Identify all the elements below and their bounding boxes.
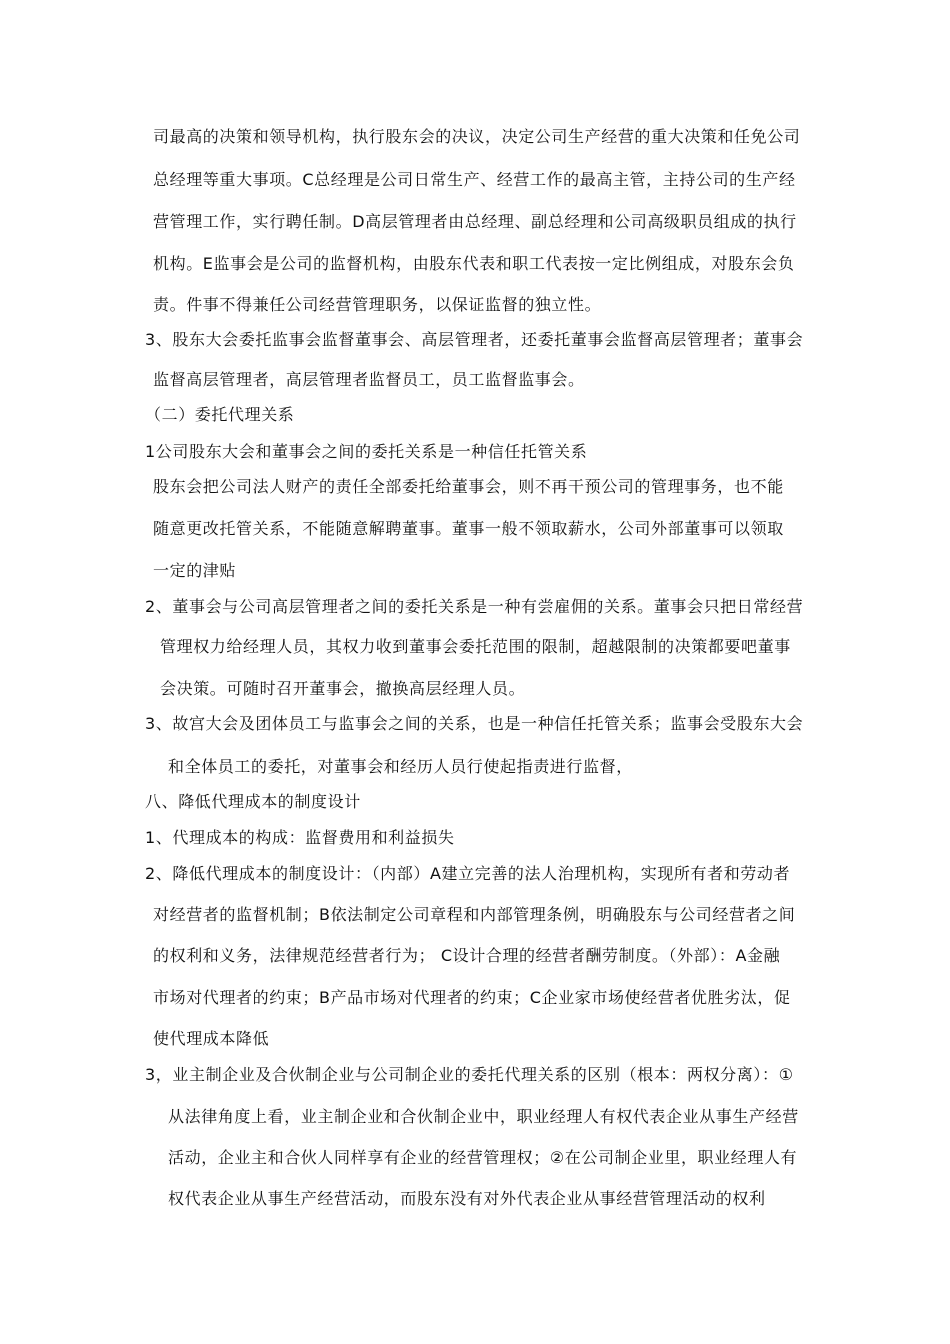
text-line: 3、股东大会委托监事会监督董事会、高层管理者，还委托董事会监督高层管理者；董事会 — [145, 330, 804, 349]
text-line: 2、董事会与公司高层管理者之间的委托关系是一种有尝雇佣的关系。董事会只把日常经营 — [145, 597, 804, 616]
text-line: 活动，企业主和合伙人同样享有企业的经营管理权；②在公司制企业里，职业经理人有 — [168, 1148, 798, 1167]
text-line: 营管理工作，实行聘任制。D高层管理者由总经理、副总经理和公司高级职员组成的执行 — [153, 212, 797, 231]
text-line: 会决策。可随时召开董事会，撤换高层经理人员。 — [160, 679, 526, 698]
text-line: 的权利和义务，法律规范经营者行为； C设计合理的经营者酬劳制度。（外部）：A金融 — [153, 946, 781, 965]
text-line: 监督高层管理者，高层管理者监督员工，员工监督监事会。 — [153, 370, 585, 389]
text-line: 3、故宫大会及团体员工与监事会之间的关系，也是一种信任托管关系；监事会受股东大会 — [145, 714, 804, 733]
text-line: 对经营者的监督机制；B依法制定公司章程和内部管理条例，明确股东与公司经营者之间 — [153, 905, 796, 924]
text-line: 股东会把公司法人财产的责任全部委托给董事会，则不再干预公司的管理事务，也不能 — [153, 477, 784, 496]
text-line: 2、降低代理成本的制度设计：（内部）A建立完善的法人治理机构，实现所有者和劳动者 — [145, 864, 791, 883]
text-line: 从法律角度上看，业主制企业和合伙制企业中，职业经理人有权代表企业从事生产经营 — [168, 1107, 799, 1126]
text-line: 权代表企业从事生产经营活动，而股东没有对外代表企业从事经营管理活动的权利 — [168, 1189, 766, 1208]
text-line: 机构。E监事会是公司的监督机构，由股东代表和职工代表按一定比例组成，对股东会负 — [153, 254, 795, 273]
section-heading: 八、降低代理成本的制度设计 — [145, 792, 361, 811]
text-line: 1、代理成本的构成：监督费用和利益损失 — [145, 828, 455, 847]
text-line: 责。件事不得兼任公司经营管理职务，以保证监督的独立性。 — [153, 295, 602, 314]
text-line: 1公司股东大会和董事会之间的委托关系是一种信任托管关系 — [145, 442, 588, 461]
text-line: 一定的津贴 — [153, 561, 237, 580]
text-line: 司最高的决策和领导机构，执行股东会的决议，决定公司生产经营的重大决策和任免公司 — [153, 127, 801, 146]
text-line: 总经理等重大事项。C总经理是公司日常生产、经营工作的最高主管，主持公司的生产经 — [153, 170, 796, 189]
text-line: 市场对代理者的约束；B产品市场对代理者的约束；C企业家市场使经营者优胜劣汰，促 — [153, 988, 791, 1007]
text-line: 随意更改托管关系，不能随意解聘董事。董事一般不领取薪水，公司外部董事可以领取 — [153, 519, 784, 538]
text-line: 3，业主制企业及合伙制企业与公司制企业的委托代理关系的区别（根本：两权分离）：① — [145, 1065, 794, 1084]
text-line: 使代理成本降低 — [153, 1029, 270, 1048]
text-line: 和全体员工的委托，对董事会和经历人员行使起指责进行监督， — [168, 757, 633, 776]
section-heading: （二）委托代理关系 — [145, 405, 295, 424]
text-line: 管理权力给经理人员，其权力收到董事会委托范围的限制，超越限制的决策都要吧董事 — [160, 637, 791, 656]
